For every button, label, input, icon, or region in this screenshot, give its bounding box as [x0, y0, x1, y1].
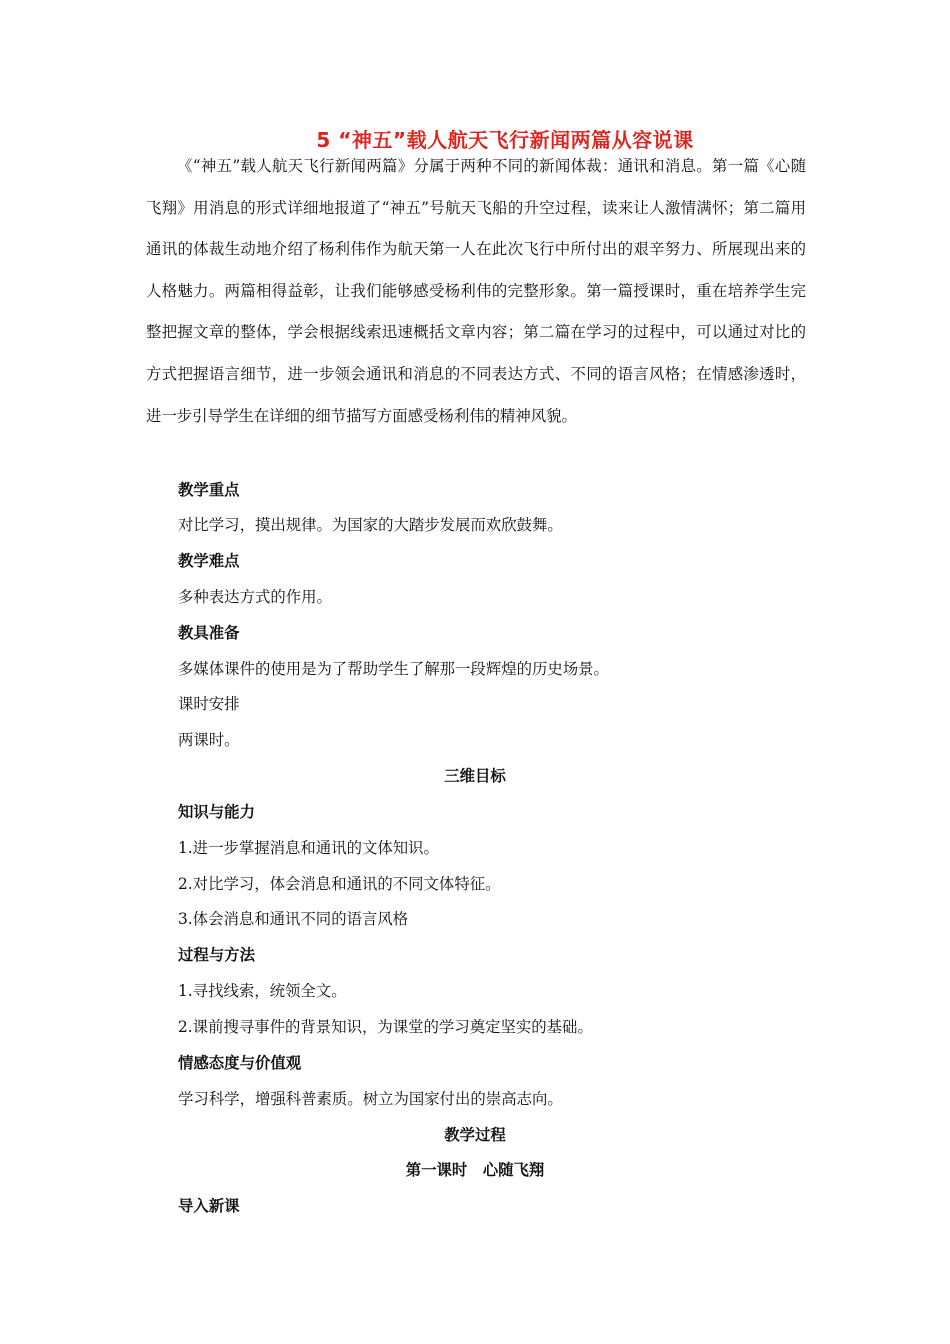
aids-text: 多媒体课件的使用是为了帮助学生了解那一段辉煌的历史场景。 — [178, 660, 609, 678]
key-points-heading: 教学重点 — [178, 481, 240, 499]
lesson-one-heading: 第一课时 心随飞翔 — [405, 1161, 545, 1179]
schedule-heading: 课时安排 — [178, 695, 240, 713]
knowledge-heading: 知识与能力 — [178, 803, 255, 821]
knowledge-item: 2.对比学习，体会消息和通讯的不同文体特征。 — [178, 875, 501, 893]
emotion-heading: 情感态度与价值观 — [178, 1054, 302, 1072]
process-heading: 过程与方法 — [178, 946, 255, 964]
schedule-text: 两课时。 — [178, 731, 240, 749]
knowledge-item: 3.体会消息和通讯不同的语言风格 — [178, 910, 409, 928]
goals-heading: 三维目标 — [444, 767, 506, 785]
emotion-text: 学习科学，增强科普素质。树立为国家付出的崇高志向。 — [178, 1090, 563, 1108]
process-item: 2.课前搜寻事件的背景知识，为课堂的学习奠定坚实的基础。 — [178, 1018, 593, 1036]
process-item: 1.寻找线索，统领全文。 — [178, 982, 347, 1000]
procedure-heading: 教学过程 — [444, 1126, 506, 1144]
document-title: 5 “神五”载人航天飞行新闻两篇从容说课 — [316, 128, 694, 152]
knowledge-item: 1.进一步掌握消息和通讯的文体知识。 — [178, 839, 439, 857]
difficulties-heading: 教学难点 — [178, 552, 240, 570]
intro-new-heading: 导入新课 — [178, 1197, 240, 1215]
difficulties-text: 多种表达方式的作用。 — [178, 588, 332, 606]
intro-paragraph: 《“神五”载人航天飞行新闻两篇》分属于两种不同的新闻体裁：通讯和消息。第一篇《心随飞翔》用消息的形式详细地报道了“神五”号航天飞船的升空过程，读来让人激情满怀；第二篇用通讯的体裁生动地介绍了杨利伟作为航天第一人在此次飞行中所付出的艰辛努力、所展现出来的人格魅力。两篇相得益彰，让我们能够感受杨利伟的完整形象。第一篇授课时，重在培养学生完整把握文章的整体，学会根据线索迅速概括文章内容；第二篇在学习的过程中，可以通过对比的方式把握语言细节，进一步领会通讯和消息的不同表达方式、不同的语言风格；在情感渗透时，进一步引导学生在详细的细节描写方面感受杨利伟的精神风貌。 — [146, 157, 806, 425]
key-points-text: 对比学习，摸出规律。为国家的大踏步发展而欢欣鼓舞。 — [178, 516, 563, 534]
aids-heading: 教具准备 — [178, 624, 240, 642]
